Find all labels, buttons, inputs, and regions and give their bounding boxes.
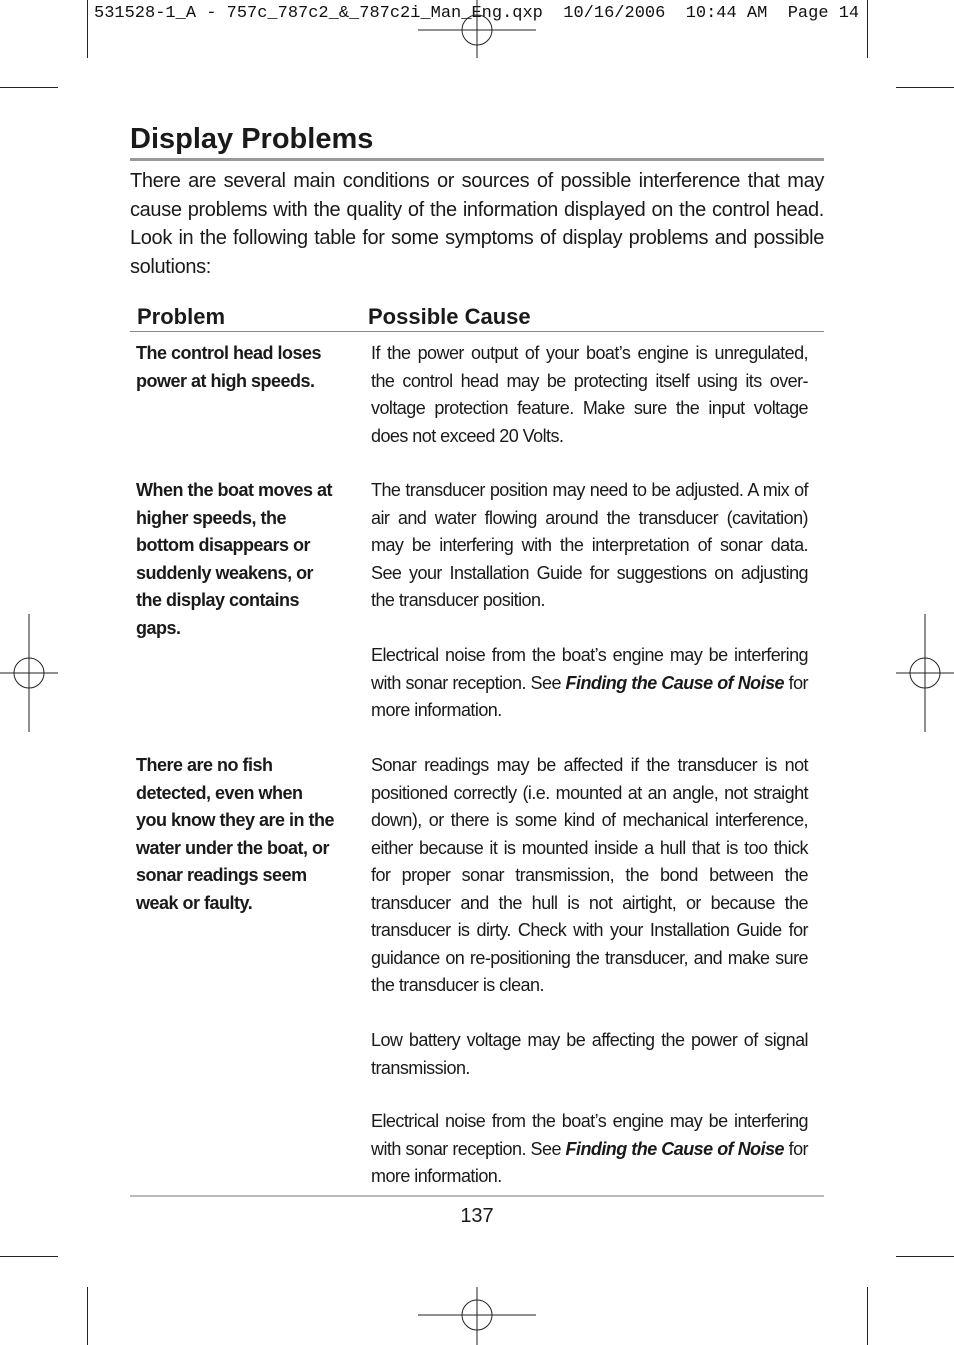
- cause-cell: If the power output of your boat’s engine is unregulated, the control head may be protecting itself using its over-voltage protection feature. Make sure the input voltage does not exceed 20 Volts.: [371, 343, 808, 446]
- cross-reference-link: Finding the Cause of Noise: [565, 672, 784, 693]
- print-slug-line: 531528-1_A - 757c_787c2_&_787c2i_Man_Eng.qxp 10/16/2006 10:44 AM Page 14: [94, 4, 860, 23]
- crop-mark: [0, 87, 58, 88]
- registration-mark-icon: [418, 1285, 536, 1345]
- cause-text: Electrical noise from the boat’s engine may be interfering with sonar reception. See: [371, 645, 808, 693]
- cause-cell: [371, 1108, 808, 1191]
- crop-mark: [896, 87, 954, 88]
- cause-text: Electrical noise from the boat’s engine may be interfering with sonar reception. See: [371, 1111, 808, 1159]
- crop-mark: [867, 1287, 868, 1345]
- problem-cell: The control head loses power at high speeds.: [136, 343, 322, 391]
- cause-text: for more information.: [371, 1138, 808, 1186]
- intro-paragraph: There are several main conditions or sources of possible interference that may cause problems with the quality of the information displayed on the control head. Look in the following table for some symptoms of display problems and possible solutions:: [130, 170, 824, 279]
- page-title: Display Problems: [130, 123, 374, 155]
- crop-mark: [0, 1256, 58, 1257]
- problem-cell: When the boat moves at higher speeds, the bottom disappears or suddenly weakens, or the display contains gaps.: [136, 480, 333, 638]
- table-bottom-divider: [130, 1195, 824, 1197]
- cause-cell: Sonar readings may be affected if the transducer is not positioned correctly (i.e. mounted at an angle, not straight down), or there is some kind of mechanical interference, either because it is mounted inside a hull that is too thick for proper sonar transmission, the bond between the transducer and the hull is not airtight, or because the transducer is dirty. Check with your Installation Guide for guidance on re-positioning the transducer, and make sure the transducer is clean.: [371, 755, 808, 995]
- column-header-problem: Problem: [137, 304, 226, 329]
- crop-mark: [896, 1256, 954, 1257]
- cross-reference-link: Finding the Cause of Noise: [565, 1138, 784, 1159]
- title-divider: [130, 158, 824, 161]
- crop-mark: [87, 0, 88, 58]
- column-header-cause: Possible Cause: [368, 304, 531, 329]
- cause-text: for more information.: [371, 672, 808, 720]
- cause-cell: Low battery voltage may be affecting the power of signal transmission.: [371, 1030, 808, 1078]
- crop-mark: [867, 0, 868, 58]
- cause-cell: The transducer position may need to be adjusted. A mix of air and water flowing around the transducer (cavitation) may be interfering with the interpretation of sonar data. See your Installation Guide for suggestions on adjusting the transducer position.: [371, 480, 808, 610]
- cause-cell: [371, 642, 808, 725]
- crop-mark: [87, 1287, 88, 1345]
- page-number: 137: [460, 1205, 494, 1227]
- registration-mark-icon: [0, 614, 60, 732]
- registration-mark-icon: [894, 614, 954, 732]
- registration-mark-icon: [418, 0, 536, 60]
- problem-cell: There are no fish detected, even when you know they are in the water under the boat, or sonar readings seem weak or faulty.: [136, 755, 335, 913]
- table-header-divider: [130, 331, 824, 332]
